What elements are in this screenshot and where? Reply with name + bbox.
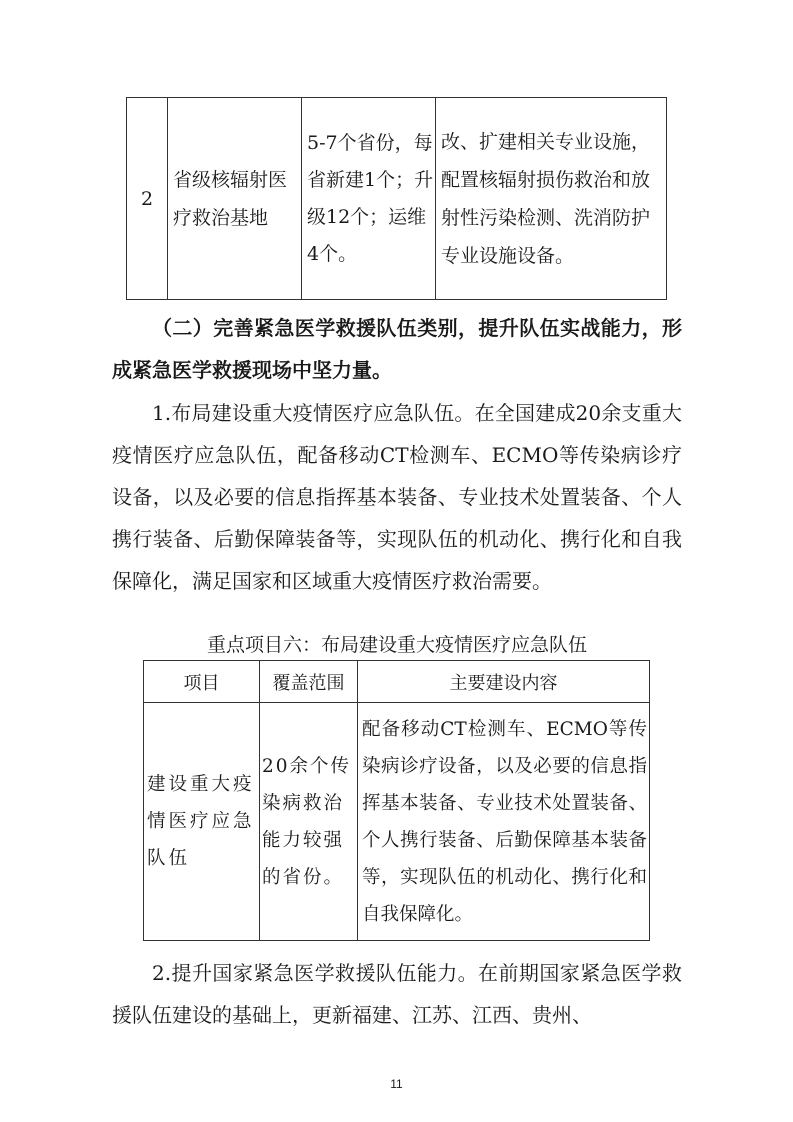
table-caption: 重点项目六：布局建设重大疫情医疗应急队伍 <box>206 634 587 656</box>
table-row <box>127 98 667 300</box>
row-number: 2 <box>127 98 168 300</box>
header-project: 项目 <box>144 661 260 703</box>
key-project-table <box>143 660 650 941</box>
row-project-name: 省级核辐射医疗救治基地 <box>168 98 302 300</box>
cell-coverage: 20余个传染病救治能力较强的省份。 <box>260 703 358 941</box>
page-number: 11 <box>390 1077 403 1091</box>
paragraph-epidemic-teams: 1.布局建设重大疫情医疗应急队伍。在全国建成20余支重大疫情医疗应急队伍，配备移动CT检测车、ECMO等传染病诊疗设备，以及必要的信息指挥基本装备、专业技术处置装备、个人携行装备、后勤保障装备等，实现队伍的机动化、携行化和自我保障化，满足国家和区域重大疫情医疗救治需要。 <box>112 401 682 593</box>
facility-table-continuation <box>126 97 667 300</box>
table-row <box>144 703 650 941</box>
row-scope: 5-7个省份，每省新建1个；升级12个；运维4个。 <box>302 98 436 300</box>
cell-content: 配备移动CT检测车、ECMO等传染病诊疗设备，以及必要的信息指挥基本装备、专业技术处置装备、个人携行装备、后勤保障基本装备等，实现队伍的机动化、携行化和自我保障化。 <box>358 703 650 941</box>
row-content: 改、扩建相关专业设施，配置核辐射损伤救治和放射性污染检测、洗消防护专业设施设备。 <box>436 98 667 300</box>
cell-project: 建设重大疫情医疗应急队伍 <box>144 703 260 941</box>
table-header-row <box>144 661 650 703</box>
section-heading: （二）完善紧急医学救援队伍类别，提升队伍实战能力，形成紧急医学救援现场中坚力量。 <box>112 316 682 382</box>
header-content: 主要建设内容 <box>358 661 650 703</box>
paragraph-national-teams: 2.提升国家紧急医学救援队伍能力。在前期国家紧急医学救援队伍建设的基础上，更新福建、江苏、江西、贵州、 <box>112 961 682 1027</box>
header-coverage: 覆盖范围 <box>260 661 358 703</box>
